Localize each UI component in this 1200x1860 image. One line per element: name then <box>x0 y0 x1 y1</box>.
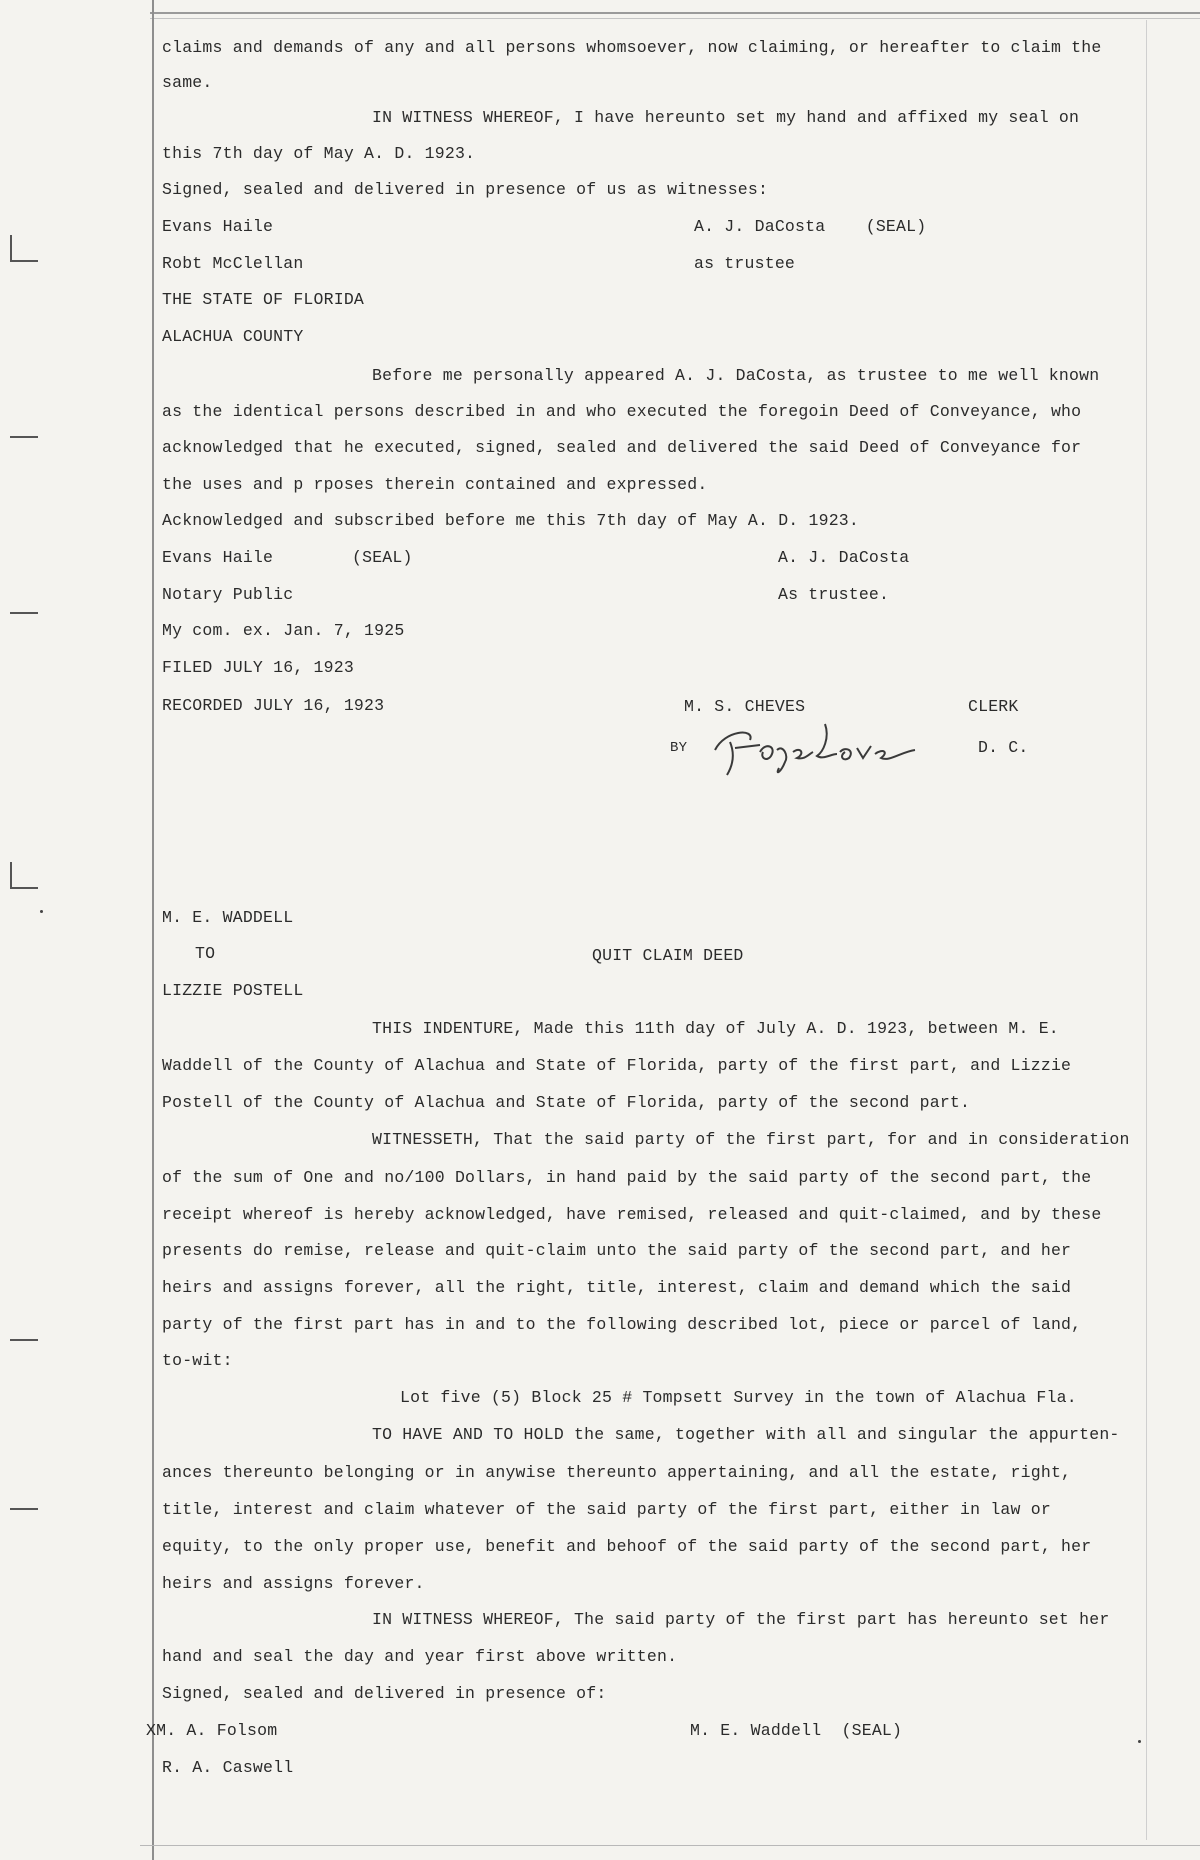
notary-seal: (SEAL) <box>352 548 413 567</box>
grantor-capacity: as trustee <box>694 254 796 273</box>
witness-name: R. A. Caswell <box>162 1758 294 1777</box>
filed-date: FILED JULY 16, 1923 <box>162 658 354 677</box>
text-line: of the sum of One and no/100 Dollars, in hand paid by the said party of the second part, the <box>162 1168 1092 1187</box>
speck <box>40 910 43 913</box>
binder-mark <box>10 235 12 261</box>
text-line: Signed, sealed and delivered in presence of us as witnesses: <box>162 180 769 199</box>
text-line: equity, to the only proper use, benefit and behoof of the said party of the second part, her <box>162 1537 1092 1556</box>
binder-mark <box>10 887 38 889</box>
witness-name: Robt McClellan <box>162 254 304 273</box>
to-heading: TO <box>195 944 216 963</box>
text-line: Waddell of the County of Alachua and State of Florida, party of the first part, and Lizzie <box>162 1056 1072 1075</box>
legal-description: Lot five (5) Block 25 # Tompsett Survey in the town of Alachua Fla. <box>400 1388 1077 1407</box>
state-heading: THE STATE OF FLORIDA <box>162 290 365 309</box>
text-line: Signed, sealed and delivered in presence of: <box>162 1684 607 1703</box>
notary-name: Evans Haile <box>162 548 274 567</box>
binder-mark <box>10 1339 38 1341</box>
bottom-rule <box>140 1845 1200 1846</box>
text-line: Before me personally appeared A. J. DaCosta, as trustee to me well known <box>372 366 1100 385</box>
clerk-title: CLERK <box>968 697 1019 716</box>
text-line: WITNESSETH, That the said party of the first part, for and in consideration <box>372 1130 1130 1149</box>
by-label: BY <box>670 740 688 756</box>
deputy-clerk-title: D. C. <box>978 738 1029 757</box>
deed-title: QUIT CLAIM DEED <box>592 946 744 965</box>
left-margin-rule <box>152 0 154 1860</box>
text-line: ances thereunto belonging or in anywise thereunto appertaining, and all the estate, right, <box>162 1463 1072 1482</box>
county-heading: ALACHUA COUNTY <box>162 327 304 346</box>
text-line: this 7th day of May A. D. 1923. <box>162 144 476 163</box>
text-line: heirs and assigns forever, all the right, title, interest, claim and demand which the said <box>162 1278 1072 1297</box>
text-line: same. <box>162 73 213 92</box>
text-line: to-wit: <box>162 1351 233 1370</box>
text-line: TO HAVE AND TO HOLD the same, together with all and singular the appurten- <box>372 1425 1120 1444</box>
binder-mark <box>10 436 38 438</box>
text-line: IN WITNESS WHEREOF, The said party of the first part has hereunto set her <box>372 1610 1110 1629</box>
grantor-signature: A. J. DaCosta <box>778 548 910 567</box>
text-line: IN WITNESS WHEREOF, I have hereunto set my hand and affixed my seal on <box>372 108 1080 127</box>
text-line: title, interest and claim whatever of the said party of the first part, either in law or <box>162 1500 1051 1519</box>
top-rule <box>150 12 1200 14</box>
grantor-signature: A. J. DaCosta (SEAL) <box>694 217 927 236</box>
binder-mark <box>10 1508 38 1510</box>
text-line: the uses and p rposes therein contained and expressed. <box>162 475 708 494</box>
text-line: party of the first part has in and to the following described lot, piece or parcel of land, <box>162 1315 1082 1334</box>
witness-name: Evans Haile <box>162 217 274 236</box>
text-line: receipt whereof is hereby acknowledged, have remised, released and quit-claimed, and by these <box>162 1205 1102 1224</box>
text-line: heirs and assigns forever. <box>162 1574 425 1593</box>
text-line: Postell of the County of Alachua and State of Florida, party of the second part. <box>162 1093 971 1112</box>
right-margin-rule <box>1146 20 1147 1840</box>
clerk-name: M. S. CHEVES <box>684 697 806 716</box>
text-line: claims and demands of any and all persons whomsoever, now claiming, or hereafter to claim the <box>162 38 1102 57</box>
notary-title: Notary Public <box>162 585 294 604</box>
text-line: THIS INDENTURE, Made this 11th day of July A. D. 1923, between M. E. <box>372 1019 1059 1038</box>
binder-mark <box>10 612 38 614</box>
text-line: acknowledged that he executed, signed, sealed and delivered the said Deed of Conveyance for <box>162 438 1082 457</box>
text-line: as the identical persons described in and who executed the foregoin Deed of Conveyance, who <box>162 402 1082 421</box>
binder-mark <box>10 260 38 262</box>
grantor-capacity: As trustee. <box>778 585 890 604</box>
text-line: presents do remise, release and quit-claim unto the said party of the second part, and her <box>162 1241 1072 1260</box>
binder-mark <box>10 862 12 888</box>
text-line: Acknowledged and subscribed before me this 7th day of May A. D. 1923. <box>162 511 860 530</box>
commission-expiry: My com. ex. Jan. 7, 1925 <box>162 621 405 640</box>
grantor-signature: M. E. Waddell (SEAL) <box>690 1721 903 1740</box>
grantee-heading: LIZZIE POSTELL <box>162 981 304 1000</box>
handwritten-signature <box>705 710 925 785</box>
grantor-heading: M. E. WADDELL <box>162 908 294 927</box>
witness-name: XM. A. Folsom <box>146 1721 278 1740</box>
recorded-date: RECORDED JULY 16, 1923 <box>162 696 385 715</box>
top-rule-secondary <box>150 18 1200 19</box>
text-line: hand and seal the day and year first above written. <box>162 1647 678 1666</box>
speck <box>1138 1740 1141 1743</box>
